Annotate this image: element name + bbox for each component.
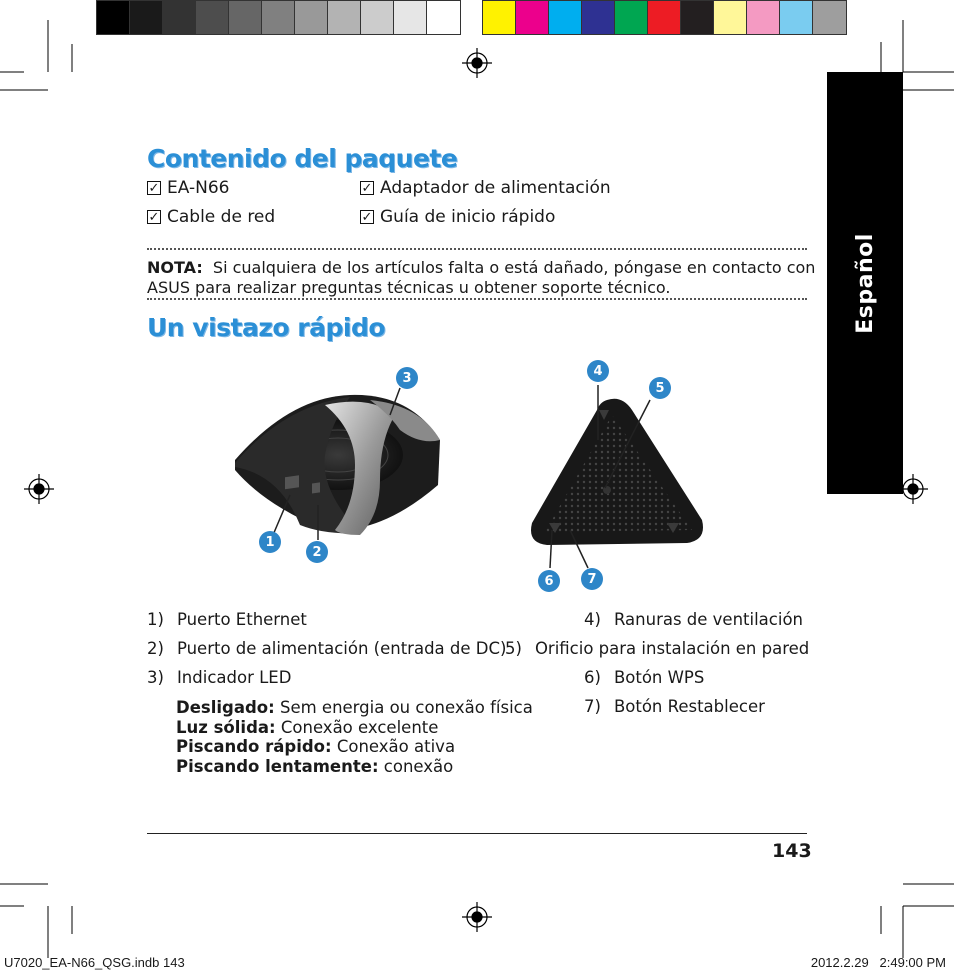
checkbox-icon: ✓ — [361, 180, 373, 196]
part-item: 6) Botón WPS — [584, 668, 705, 687]
callout-7: 7 — [581, 568, 603, 590]
part-item: 2) Puerto de alimentación (entrada de DC) — [147, 639, 507, 658]
page-number: 143 — [772, 840, 812, 862]
footer-timestamp: 2012.2.29 2:49:00 PM — [810, 955, 946, 970]
checkbox-icon: ✓ — [148, 209, 160, 225]
callout-3: 3 — [396, 367, 418, 389]
led-state-row: Piscando rápido: Conexão ativa — [176, 737, 456, 756]
part-item: 7) Botón Restablecer — [584, 697, 765, 716]
led-state-row: Desligado: Sem energia ou conexão física — [176, 698, 533, 717]
package-contents-title: Contenido del paquete — [147, 144, 458, 173]
language-label: Español — [852, 232, 878, 334]
overview-title: Un vistazo rápido — [147, 313, 386, 342]
note-block: NOTA: Si cualquiera de los artículos falta o está dañado, póngase en contacto con ASUS para realizar preguntas técnicas u obtener soporte técnico. — [147, 258, 816, 297]
checkbox-icon: ✓ — [148, 180, 160, 196]
footer-file-info: U7020_EA-N66_QSG.indb 143 — [4, 955, 185, 970]
package-item: ✓ EA-N66 — [148, 178, 230, 198]
part-item: 1) Puerto Ethernet — [147, 610, 307, 629]
callout-2: 2 — [306, 541, 328, 563]
footer-rule — [147, 833, 807, 834]
part-item: 5) Orificio para instalación en pared — [505, 639, 810, 658]
callout-4: 4 — [587, 360, 609, 382]
callout-6: 6 — [538, 570, 560, 592]
part-item: 3) Indicador LED — [147, 668, 292, 687]
callout-1: 1 — [259, 531, 281, 553]
package-item: ✓ Cable de red — [148, 207, 276, 227]
callout-5: 5 — [649, 377, 671, 399]
note-label: NOTA: — [147, 258, 203, 277]
part-item: 4) Ranuras de ventilación — [584, 610, 804, 629]
checkbox-icon: ✓ — [361, 209, 373, 225]
led-state-row: Piscando lentamente: conexão — [176, 756, 454, 776]
led-states — [176, 698, 533, 776]
package-item: ✓ Guía de inicio rápido — [361, 207, 556, 227]
led-state-row: Luz sólida: Conexão excelente — [176, 717, 439, 737]
package-item: ✓ Adaptador de alimentación — [361, 178, 611, 198]
